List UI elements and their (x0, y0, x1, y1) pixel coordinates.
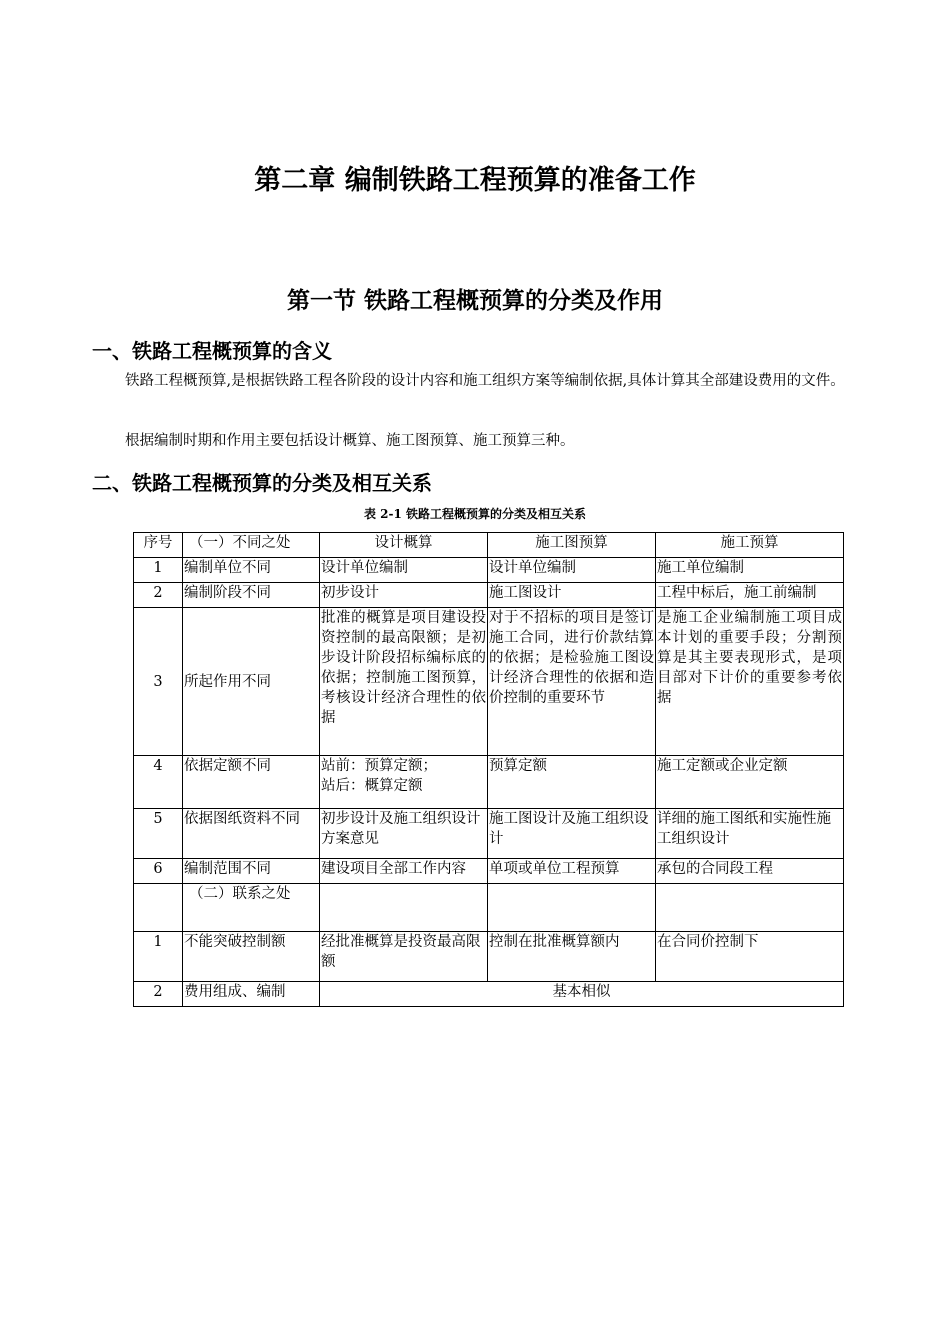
table-row (134, 583, 844, 608)
table-cell: 依据图纸资料不同 (183, 809, 320, 859)
classification-table (133, 532, 844, 1007)
table-row (134, 859, 844, 884)
section-title: 第一节 铁路工程概预算的分类及作用 (286, 288, 663, 314)
table-cell: 控制在批准概算额内 (488, 932, 656, 982)
paragraph-definition: 铁路工程概预算,是根据铁路工程各阶段的设计内容和施工组织方案等编制依据,具体计算其全部建设费用的文件。 (125, 373, 845, 389)
table-cell: 是施工企业编制施工项目成本计划的重要手段；分割预算是其主要表现形式，是项目部对下计价的重要参考依据 (656, 608, 844, 756)
table-cell: 初步设计及施工组织设计方案意见 (320, 809, 488, 859)
table-cell: 详细的施工图纸和实施性施工组织设计 (656, 809, 844, 859)
table-cell: 在合同价控制下 (656, 932, 844, 982)
table-caption: 表 2-1 铁路工程概预算的分类及相互关系 (363, 507, 587, 521)
table-header-row (134, 533, 844, 558)
table-row (134, 558, 844, 583)
table-cell: 施工定额或企业定额 (656, 756, 844, 809)
table-cell: 不能突破控制额 (183, 932, 320, 982)
table-cell: 编制阶段不同 (183, 583, 320, 608)
table-cell: 设计单位编制 (320, 558, 488, 583)
table-cell: 1 (134, 558, 183, 583)
table-row (134, 932, 844, 982)
table-cell: 站前：预算定额； 站后：概算定额 (320, 756, 488, 809)
header-cell-construction-budget: 施工预算 (656, 533, 844, 558)
table-row (134, 756, 844, 809)
table-cell: 费用组成、编制 (183, 982, 320, 1007)
section-label-connections: （二）联系之处 (183, 884, 320, 932)
table-row (134, 809, 844, 859)
heading-meaning: 一、铁路工程概预算的含义 (92, 339, 332, 363)
table-cell (320, 884, 488, 932)
table-cell: 2 (134, 583, 183, 608)
table-row (134, 982, 844, 1007)
table-cell: 2 (134, 982, 183, 1007)
table-cell: 工程中标后，施工前编制 (656, 583, 844, 608)
table-cell (656, 884, 844, 932)
table-cell: 4 (134, 756, 183, 809)
table-cell: 施工图设计及施工组织设计 (488, 809, 656, 859)
table-cell: 5 (134, 809, 183, 859)
table-cell (134, 884, 183, 932)
table-cell (488, 884, 656, 932)
table-cell: 单项或单位工程预算 (488, 859, 656, 884)
table-cell: 施工图设计 (488, 583, 656, 608)
table-cell: 所起作用不同 (183, 608, 320, 756)
header-cell-construction-drawing-budget: 施工图预算 (488, 533, 656, 558)
heading-classification: 二、铁路工程概预算的分类及相互关系 (92, 471, 432, 495)
table-cell: 6 (134, 859, 183, 884)
table-cell: 编制范围不同 (183, 859, 320, 884)
header-cell-design-estimate: 设计概算 (320, 533, 488, 558)
table-cell: 编制单位不同 (183, 558, 320, 583)
table-cell: 依据定额不同 (183, 756, 320, 809)
table-cell-merged: 基本相似 (320, 982, 844, 1007)
table-cell: 对于不招标的项目是签订施工合同，进行价款结算的依据；是检验施工图设计经济合理性的依据和造价控制的重要环节 (488, 608, 656, 756)
table-cell: 设计单位编制 (488, 558, 656, 583)
paragraph-types: 根据编制时期和作用主要包括设计概算、施工图预算、施工预算三种。 (125, 433, 575, 449)
table-cell: 施工单位编制 (656, 558, 844, 583)
header-cell-index: 序号 (134, 533, 183, 558)
table-cell: 初步设计 (320, 583, 488, 608)
table-row (134, 608, 844, 756)
table-cell: 建设项目全部工作内容 (320, 859, 488, 884)
table-cell: 批准的概算是项目建设投资控制的最高限额；是初步设计阶段招标编标底的依据；控制施工图预算，考核设计经济合理性的依据 (320, 608, 488, 756)
table-cell: 预算定额 (488, 756, 656, 809)
chapter-title: 第二章 编制铁路工程预算的准备工作 (254, 165, 696, 196)
table-section-row (134, 884, 844, 932)
table-cell: 1 (134, 932, 183, 982)
table-cell: 承包的合同段工程 (656, 859, 844, 884)
table-cell: 3 (134, 608, 183, 756)
table-cell: 经批准概算是投资最高限额 (320, 932, 488, 982)
header-cell-differences: （一）不同之处 (183, 533, 320, 558)
